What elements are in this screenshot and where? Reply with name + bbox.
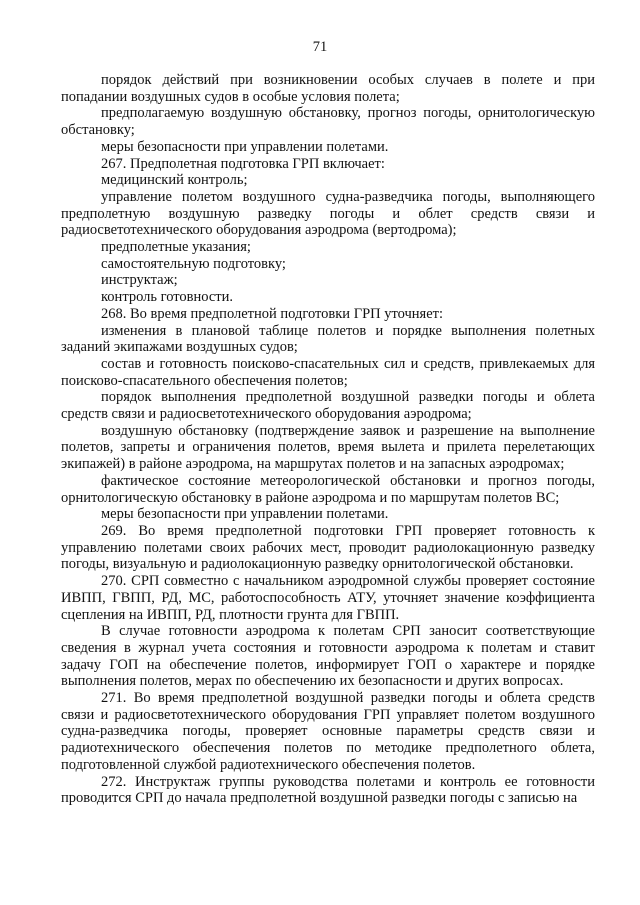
paragraph: 270. СРП совместно с начальником аэродромной службы проверяет состояние ИВПП, ГВПП, РД, МС, работоспособность АТУ, уточняет значение коэффициента сцепления на ИВПП, РД, плотности грунта для ГВПП. (61, 573, 595, 623)
paragraph: 269. Во время предполетной подготовки ГРП проверяет готовность к управлению полетами своих рабочих мест, проводит радиолокационную разведку погоды, визуальную и радиолокационную разведку орнитологической обстановки. (61, 522, 595, 573)
paragraph: меры безопасности при управлении полетами. (101, 506, 389, 523)
paragraph: 267. Предполетная подготовка ГРП включает: (101, 155, 385, 172)
paragraph: предполагаемую воздушную обстановку, прогноз погоды, орнитологическую обстановку; (61, 105, 595, 139)
paragraph: 271. Во время предполетной воздушной разведки погоды и облета средств связи и радиосветотехнического оборудования ГРП управляет полетом воздушного судна-разведчика погоды, проверяет основные параметры средств связи и радиотехнического обеспечения полетов по методике предполетного облета, подготовленной службой радиотехнического обеспечения полетов. (61, 690, 595, 773)
paragraph: фактическое состояние метеорологической обстановки и прогноз погоды, орнитологическую обстановку в районе аэродрома и по маршрутам полетов ВС; (61, 472, 595, 506)
paragraph: 272. Инструктаж группы руководства полетами и контроль ее готовности проводится СРП до начала предполетной воздушной разведки погоды с записью на (61, 773, 595, 807)
paragraph: меры безопасности при управлении полетами. (101, 138, 389, 155)
paragraph: порядок действий при возникновении особых случаев в полете и при попадании воздушных судов в особые условия полета; (61, 72, 595, 105)
paragraph: изменения в плановой таблице полетов и порядке выполнения полетных заданий экипажами воздушных судов; (61, 322, 595, 356)
paragraph: инструктаж; (101, 272, 178, 289)
paragraph: предполетные указания; (101, 239, 251, 256)
paragraph: В случае готовности аэродрома к полетам СРП заносит соответствующие сведения в журнал учета состояния и готовности аэродрома к полетам и ставит задачу ГОП на обеспечение полетов, информирует ГОП о характере и порядке выполнения полетов, мерах по обеспечению их безопасности и других вопросах. (61, 623, 595, 690)
page-number: 71 (312, 39, 328, 55)
paragraph: самостоятельную подготовку; (101, 255, 286, 272)
document-body (61, 72, 595, 807)
paragraph: состав и готовность поисково-спасательных сил и средств, привлекаемых для поисково-спасательного обеспечения полетов; (61, 355, 595, 389)
paragraph: управление полетом воздушного судна-разведчика погоды, выполняющего предполетную воздушную разведку погоды и облет средств связи и радиосветотехнического оборудования аэродрома (вертодрома); (61, 188, 595, 239)
paragraph: контроль готовности. (101, 289, 234, 306)
paragraph: медицинский контроль; (101, 172, 248, 189)
paragraph: порядок выполнения предполетной воздушной разведки погоды и облета средств связи и радиосветотехнического оборудования аэродрома; (61, 389, 595, 423)
paragraph: воздушную обстановку (подтверждение заявок и разрешение на выполнение полетов, запреты и ограничения полетов, время вылета и прилета перелетающих экипажей) в районе аэродрома, на маршрутах полетов и на запасных аэродромах; (61, 422, 595, 473)
paragraph: 268. Во время предполетной подготовки ГРП уточняет: (101, 305, 444, 322)
